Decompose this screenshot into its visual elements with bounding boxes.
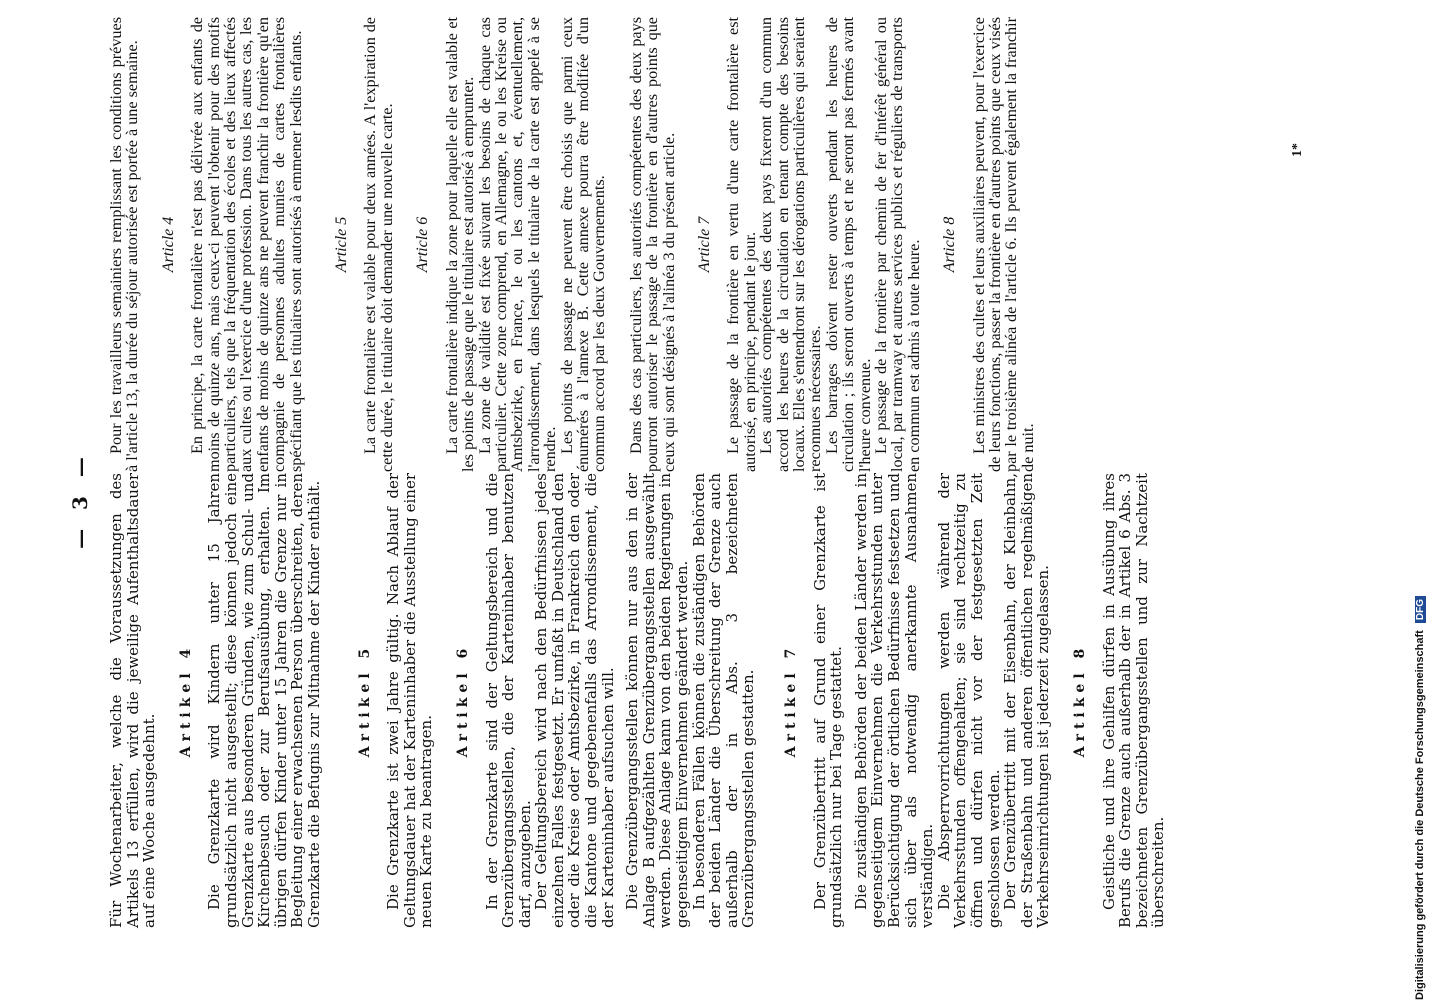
german-article-7-p2: Die zuständigen Behörden der beiden Länder werden in gegenseitigem Einvernehmen die Verkehrsstunden unter Berücksichtigung der örtlichen Bedürfnisse festsetzen und sich über als notwendig anerkannte Ausnahmen verständigen.	[851, 473, 937, 928]
french-column	[108, 17, 1036, 472]
german-article-6-p4: In besonderen Fällen können die zuständigen Behörden der beiden Länder die Überschreitung der Grenze auch außerhalb der in Abs. 3 bezeichneten Grenzübergangsstellen gestatten.	[689, 473, 758, 928]
german-article-8-heading: Artikel 8	[1071, 643, 1088, 758]
german-article-7-heading: Artikel 7	[783, 643, 799, 758]
french-intro: Pour les travailleurs semainiers remplissant les conditions prévues à l'article 13, la durée du séjour autorisée est portée à une semaine.	[107, 17, 142, 472]
german-article-6-p3: Die Grenzübergangsstellen können nur aus den in der Anlage B aufgezählten Grenzübergangsstellen ausgewählt werden. Diese Anlage kann von den beiden Regierungen in gegenseitigem Einvernehmen geändert werden.	[623, 473, 692, 928]
french-article-4-heading: Article 4	[159, 216, 177, 273]
french-article-6-p1: La carte frontalière indique la zone pour laquelle elle est valable et les points de passage que le titulaire est autorisé à emprunter.	[442, 17, 478, 472]
french-article-7-p1: Le passage de la frontière en vertu d'une carte frontalière est autorisé, en principe, pendant le jour.	[724, 17, 759, 472]
french-article-6-heading: Article 6	[414, 216, 432, 273]
french-article-4-text: En principe, la carte frontalière n'est pas délivrée aux enfants de moins de quinze ans, mais ceux-ci peuvent l'obtenir pour des motifs particuliers, tels que la fréquentation des écoles et des lieux affectés aux cultes ou l'exercice d'une profession. Dans tous les autres cas, les enfants de moins de quinze ans ne peuvent franchir la frontière qu'en compagnie de personnes adultes munies de cartes frontalières spécifiant que les titulaires sont autorisés à emmener lesdits enfants.	[188, 17, 305, 472]
french-article-8-text: Les ministres des cultes et leurs auxiliaires peuvent, pour l'exercice de leurs fonctions, passer la frontière en d'autres points que ceux visés par le troisième alinéa de l'article 6. Ils peuvent également la franchir de nuit.	[969, 17, 1037, 472]
page-number: — 3 —	[68, 451, 92, 549]
digitization-strip	[1414, 10, 1434, 1000]
german-article-6-p2: Der Geltungsbereich wird nach den Bedürfnissen jedes einzelnen Falles festgesetzt. Er umfaßt in Deutschland den oder die Kreise oder Amtsbezirke, in Frankreich den oder die Kantone und gegebenenfalls das Arrondissement, die der Karteninhaber aufsuchen will.	[532, 473, 617, 928]
dfg-logo: DFG	[1415, 596, 1426, 623]
german-article-7-p4: Der Grenzübertritt mit der Eisenbahn, der Kleinbahn, der Straßenbahn und anderen öffentlichen regelmäßigen Verkehrseinrichtungen ist jederzeit zugelassen.	[1001, 473, 1053, 928]
french-article-5-heading: Article 5	[333, 216, 351, 273]
german-article-4-heading: Artikel 4	[177, 643, 194, 758]
german-article-8-text: Geistliche und ihre Gehilfen dürfen in Ausübung ihres Berufs die Grenze auch außerhalb der in Artikel 6 Abs. 3 bezeichneten Grenzübergangsstellen und zur Nachtzeit überschreiten.	[1099, 473, 1168, 928]
french-article-7-p4: Le passage de la frontière par chemin de fer d'intérêt général ou local, par tramway et autres services publics et réguliers de transports en commun est admis à toute heure.	[872, 17, 923, 472]
french-article-5-text: La carte frontalière est valable pour deux années. A l'expiration de cette durée, le titulaire doit demander une nouvelle carte.	[361, 17, 396, 472]
german-article-5-text: Die Grenzkarte ist zwei Jahre gültig. Nach Ablauf der Geltungsdauer hat der Karteninhaber die Ausstellung einer neuen Karte zu beantragen.	[384, 473, 436, 928]
german-intro: Für Wochenarbeiter, welche die Voraussetzungen des Artikels 13 erfüllen, wird die jeweilige Aufenthaltsdauer auf eine Woche ausgedehnt.	[107, 473, 159, 928]
french-article-7-heading: Article 7	[695, 216, 713, 273]
french-article-8-heading: Article 8	[941, 216, 959, 273]
german-article-5-heading: Artikel 5	[356, 643, 373, 758]
digitization-text: Digitalisierung gefördert durch die Deutsche Forschungsgemeinschaft	[1414, 630, 1426, 1000]
german-column	[108, 473, 1167, 928]
german-article-7-p1: Der Grenzübertritt auf Grund einer Grenzkarte ist grundsätzlich nur bei Tage gestattet.	[810, 473, 846, 928]
german-article-4-text: Die Grenzkarte wird Kindern unter 15 Jahren grundsätzlich nicht ausgestellt; diese können jedoch eine Grenzkarte aus besonderen Gründen, wie zum Schul- und Kirchenbesuch oder zur Berufsausübung, erhalten. Im übrigen dürfen Kinder unter 15 Jahren die Grenze nur in Begleitung einer erwachsenen Person überschreiten, deren Grenzkarte die Befugnis zur Mitnahme der Kinder enthält.	[205, 473, 323, 928]
digitization-note	[1414, 20, 1434, 1000]
signature-mark: 1*	[1290, 143, 1305, 157]
french-article-6-p4: Dans des cas particuliers, les autorités compétentes des deux pays pourront autoriser le passage de la frontière en d'autres points que ceux qui sont désignés à l'alinéa 3 du présent article.	[626, 17, 678, 472]
german-article-6-p1: In der Grenzkarte sind der Geltungsbereich und die Grenzübergangsstellen, die der Karteninhaber benutzen darf, anzugeben.	[482, 473, 534, 928]
french-article-6-p2: La zone de validité est fixée suivant les besoins de chaque cas particulier. Cette zone comprend, en Allemagne, le ou les Kreise ou Amtsbezirke, en France, le ou les cantons et, éventuellement, l'arrondissement, dans lesquels le titulaire de la carte est appelé à se rendre.	[475, 17, 560, 472]
french-article-6-p3: Les points de passage ne peuvent être choisis que parmi ceux énumérés à l'annexe B. Cette annexe pourra être modifiée d'un commun accord par les deux Gouvernements.	[557, 17, 609, 472]
german-article-7-p3: Die Absperrvorrichtungen werden während der Verkehrsstunden offengehalten; sie sind rechtzeitig zu öffnen und dürfen nicht vor der festgesetzten Zeit geschlossen werden.	[934, 473, 1003, 928]
german-article-6-heading: Artikel 6	[454, 643, 471, 758]
french-article-7-p2: Les autorités compétentes des deux pays fixeront d'un commun accord les heures de la circulation en tenant compte des besoins locaux. Elles s'entendront sur les dérogations particulières qui seraient reconnues nécessaires.	[757, 17, 825, 472]
french-article-7-p3: Les barrages doivent rester ouverts pendant les heures de circulation ; ils seront ouverts à temps et ne seront pas fermés avant l'heure convenue.	[822, 17, 874, 472]
